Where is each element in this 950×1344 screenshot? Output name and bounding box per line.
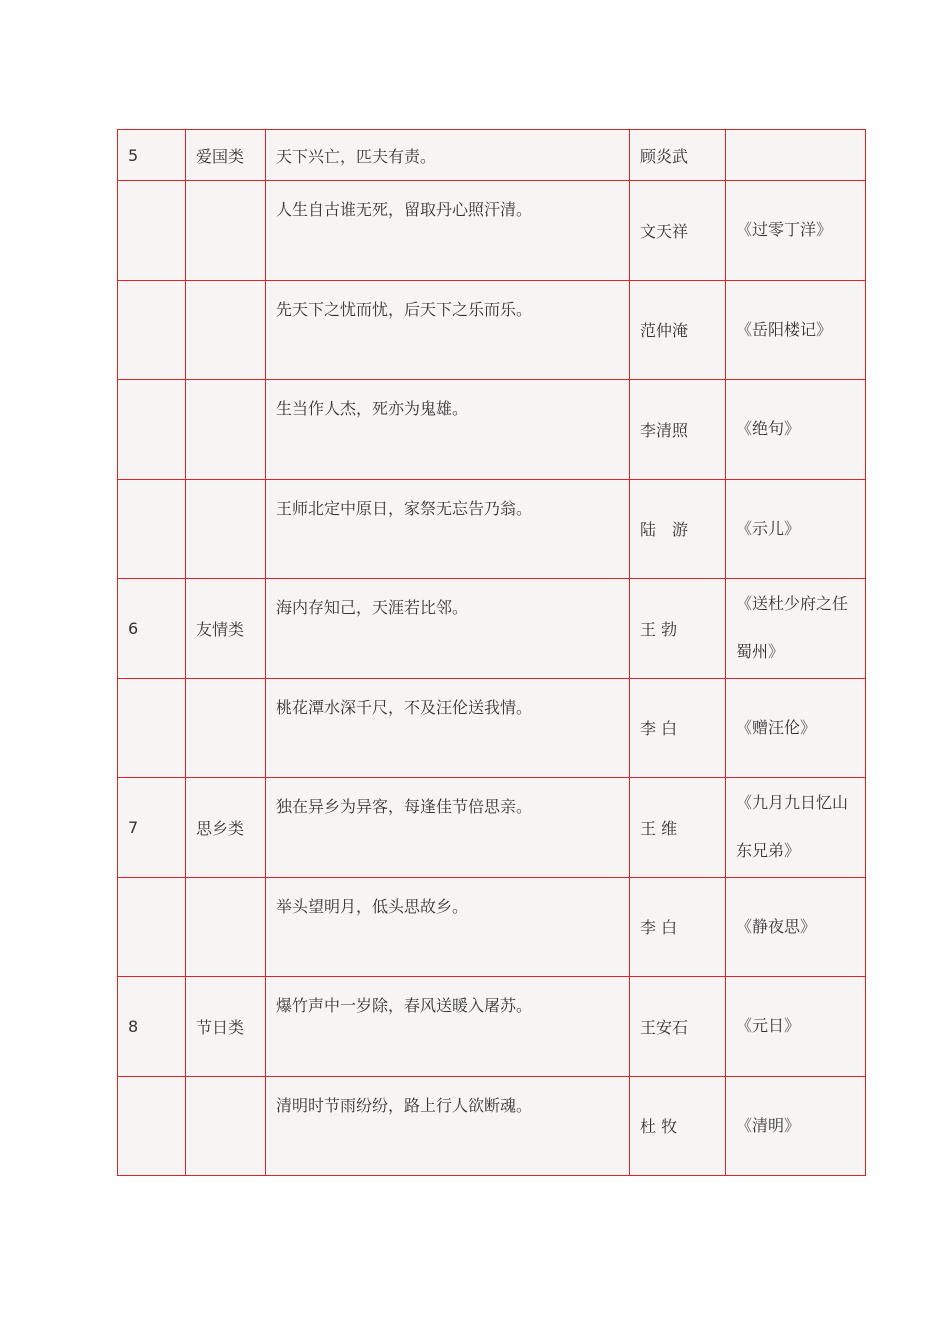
row-number: 5 (118, 130, 186, 181)
row-number: 7 (118, 778, 186, 878)
category-cell: 节日类 (186, 977, 266, 1077)
author-cell: 李 白 (630, 877, 726, 977)
source-cell: 《过零丁洋》 (726, 181, 866, 281)
source-cell: 《清明》 (726, 1076, 866, 1176)
source-cell: 《赠汪伦》 (726, 678, 866, 778)
table-row (118, 977, 866, 1077)
source-cell: 《绝句》 (726, 380, 866, 480)
row-number (118, 380, 186, 480)
source-cell: 《岳阳楼记》 (726, 280, 866, 380)
row-number: 8 (118, 977, 186, 1077)
table-row (118, 579, 866, 679)
author-cell: 范仲淹 (630, 280, 726, 380)
table-row (118, 380, 866, 480)
source-cell (726, 130, 866, 181)
table-row (118, 678, 866, 778)
table-row (118, 877, 866, 977)
category-cell: 爱国类 (186, 130, 266, 181)
table-row (118, 130, 866, 181)
table-row (118, 280, 866, 380)
category-cell: 友情类 (186, 579, 266, 679)
row-number (118, 1076, 186, 1176)
category-cell (186, 1076, 266, 1176)
poem-line-cell: 桃花潭水深千尺，不及汪伦送我情。 (266, 678, 630, 778)
author-cell: 李 白 (630, 678, 726, 778)
author-cell: 杜 牧 (630, 1076, 726, 1176)
table-row (118, 1076, 866, 1176)
source-cell: 《静夜思》 (726, 877, 866, 977)
author-cell: 李清照 (630, 380, 726, 480)
poem-line-cell: 人生自古谁无死，留取丹心照汗清。 (266, 181, 630, 281)
author-cell: 王 维 (630, 778, 726, 878)
source-cell: 《示儿》 (726, 479, 866, 579)
poem-table (117, 129, 866, 1176)
row-number (118, 877, 186, 977)
row-number (118, 479, 186, 579)
author-cell: 王安石 (630, 977, 726, 1077)
poem-line-cell: 海内存知己，天涯若比邻。 (266, 579, 630, 679)
poem-line-cell: 天下兴亡，匹夫有责。 (266, 130, 630, 181)
row-number (118, 678, 186, 778)
row-number: 6 (118, 579, 186, 679)
category-cell (186, 877, 266, 977)
category-cell (186, 181, 266, 281)
row-number (118, 181, 186, 281)
table-row (118, 778, 866, 878)
category-cell (186, 380, 266, 480)
source-cell: 《元日》 (726, 977, 866, 1077)
category-cell (186, 678, 266, 778)
poem-line-cell: 先天下之忧而忧，后天下之乐而乐。 (266, 280, 630, 380)
poem-line-cell: 王师北定中原日，家祭无忘告乃翁。 (266, 479, 630, 579)
row-number (118, 280, 186, 380)
author-cell: 顾炎武 (630, 130, 726, 181)
category-cell (186, 479, 266, 579)
category-cell: 思乡类 (186, 778, 266, 878)
category-cell (186, 280, 266, 380)
poem-line-cell: 生当作人杰，死亦为鬼雄。 (266, 380, 630, 480)
table-row (118, 479, 866, 579)
poem-line-cell: 独在异乡为异客，每逢佳节倍思亲。 (266, 778, 630, 878)
author-cell: 王 勃 (630, 579, 726, 679)
author-cell: 文天祥 (630, 181, 726, 281)
source-cell: 《九月九日忆山东兄弟》 (726, 778, 866, 878)
table-row (118, 181, 866, 281)
poem-line-cell: 举头望明月，低头思故乡。 (266, 877, 630, 977)
source-cell: 《送杜少府之任蜀州》 (726, 579, 866, 679)
poem-line-cell: 爆竹声中一岁除，春风送暖入屠苏。 (266, 977, 630, 1077)
author-cell: 陆 游 (630, 479, 726, 579)
poem-line-cell: 清明时节雨纷纷，路上行人欲断魂。 (266, 1076, 630, 1176)
